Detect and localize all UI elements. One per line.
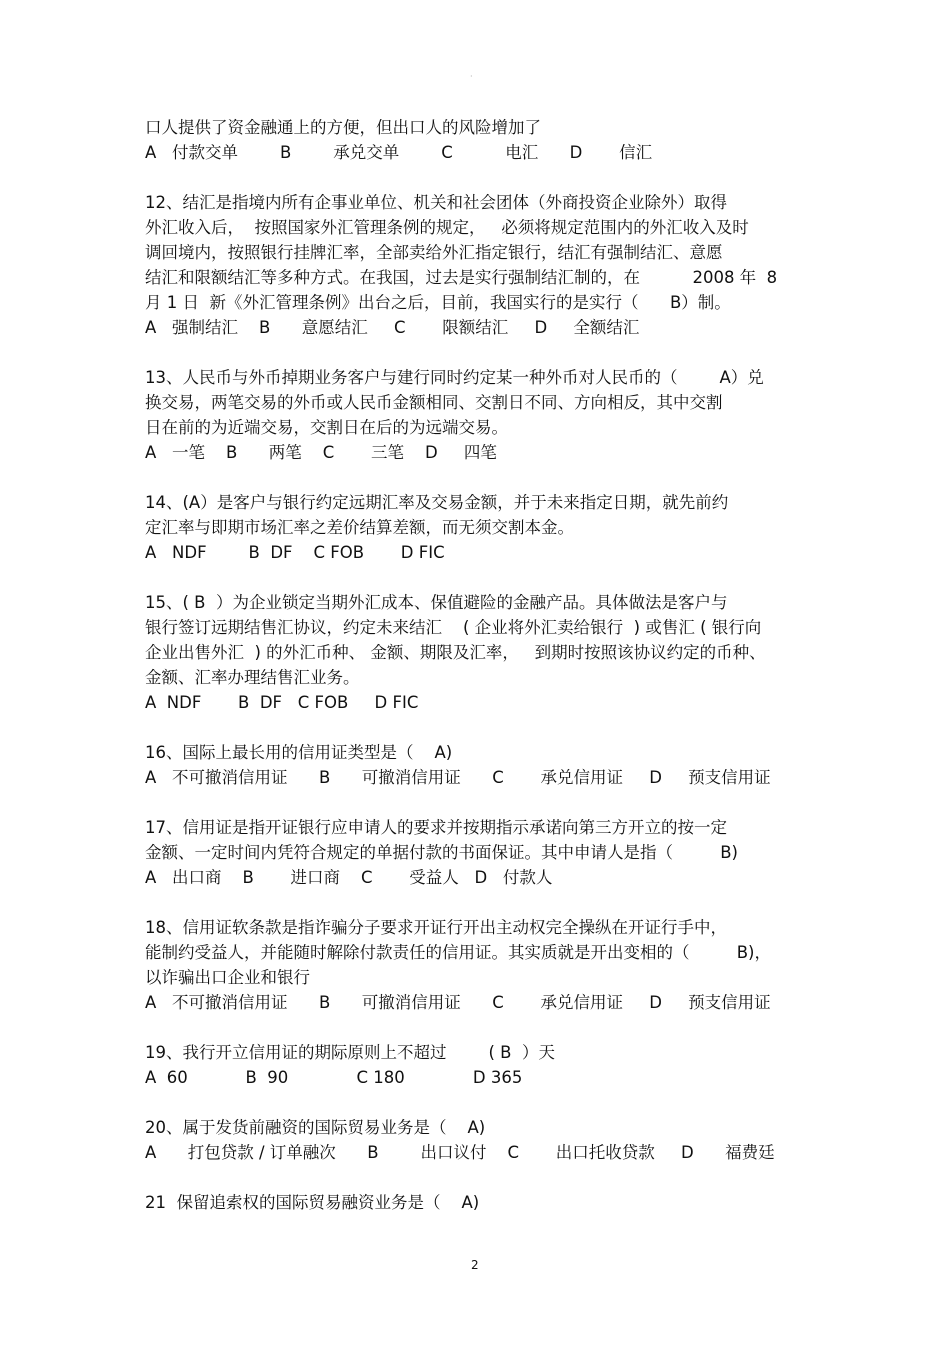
text-line: 定汇率与即期市场汇率之差价结算差额，而无须交割本金。 xyxy=(145,518,574,537)
text-line: 以诈骗出口企业和银行 xyxy=(145,968,310,987)
text-line: 口人提供了资金融通上的方便，但出口人的风险增加了 xyxy=(145,118,541,137)
text-line: 结汇和限额结汇等多种方式。在我国，过去是实行强制结汇制的，在 2008 年 8 xyxy=(145,268,778,287)
text-line: 能制约受益人，并能随时解除付款责任的信用证。其实质就是开出变相的（ B)， xyxy=(145,943,771,962)
question-14-line: 14、(A）是客户与银行约定远期汇率及交易金额，并于未来指定日期，就先前约 xyxy=(145,493,729,512)
question-13-line: 13、人民币与外币掉期业务客户与建行同时约定某一种外币对人民币的（ A）兑 xyxy=(145,368,764,387)
option-line: A NDF B DF C FOB D FIC xyxy=(145,543,445,562)
text-line: 外汇收入后， 按照国家外汇管理条例的规定， 必须将规定范围内的外汇收入及时 xyxy=(145,218,749,237)
text-line: 金额、一定时间内凭符合规定的单据付款的书面保证。其中申请人是指（ B) xyxy=(145,843,738,862)
option-line: A 强制结汇 B 意愿结汇 C 限额结汇 D 全额结汇 xyxy=(145,318,640,337)
question-17-line: 17、信用证是指开证银行应申请人的要求并按期指示承诺向第三方开立的按一定 xyxy=(145,818,727,837)
question-18-line: 18、信用证软条款是指诈骗分子要求开证行开出主动权完全操纵在开证行手中， xyxy=(145,918,727,937)
text-line: 银行签订远期结售汇协议，约定未来结汇 ( 企业将外汇卖给银行 ) 或售汇 ( 银行向 xyxy=(145,618,762,637)
question-16-line: 16、国际上最长用的信用证类型是（ A) xyxy=(145,743,453,762)
option-line: A 不可撤消信用证 B 可撤消信用证 C 承兑信用证 D 预支信用证 xyxy=(145,993,771,1012)
text-line: 企业出售外汇 ) 的外汇币种、 金额、期限及汇率， 到期时按照该协议约定的币种、 xyxy=(145,643,766,662)
option-line: A 60 B 90 C 180 D 365 xyxy=(145,1068,523,1087)
option-line: A 不可撤消信用证 B 可撤消信用证 C 承兑信用证 D 预支信用证 xyxy=(145,768,771,787)
option-line: A 一笔 B 两笔 C 三笔 D 四笔 xyxy=(145,443,497,462)
option-line: A 打包贷款 / 订单融次 B 出口议付 C 出口托收贷款 D 福费廷 xyxy=(145,1143,775,1162)
question-19-line: 19、我行开立信用证的期际原则上不超过 ( B ）天 xyxy=(145,1043,555,1062)
question-21-line: 21 保留追索权的国际贸易融资业务是（ A) xyxy=(145,1193,480,1212)
page-number: 2 xyxy=(471,1258,479,1272)
text-line: 月 1 日 新《外汇管理条例》出台之后，目前，我国实行的是实行（ B）制。 xyxy=(145,293,731,312)
question-12-line: 12、结汇是指境内所有企事业单位、机关和社会团体（外商投资企业除外）取得 xyxy=(145,193,727,212)
option-line: A NDF B DF C FOB D FIC xyxy=(145,693,419,712)
text-line: 日在前的为近端交易，交割日在后的为远端交易。 xyxy=(145,418,508,437)
header-mark: · xyxy=(470,72,473,81)
question-20-line: 20、属于发货前融资的国际贸易业务是（ A) xyxy=(145,1118,486,1137)
text-line: 调回境内，按照银行挂牌汇率，全部卖给外汇指定银行，结汇有强制结汇、意愿 xyxy=(145,243,723,262)
option-line: A 出口商 B 进口商 C 受益人 D 付款人 xyxy=(145,868,553,887)
text-line: 换交易，两笔交易的外币或人民币金额相同、交割日不同、方向相反，其中交割 xyxy=(145,393,723,412)
text-line: 金额、汇率办理结售汇业务。 xyxy=(145,668,360,687)
question-15-line: 15、( B ）为企业锁定当期外汇成本、保值避险的金融产品。具体做法是客户与 xyxy=(145,593,728,612)
option-line: A 付款交单 B 承兑交单 C 电汇 D 信汇 xyxy=(145,143,653,162)
